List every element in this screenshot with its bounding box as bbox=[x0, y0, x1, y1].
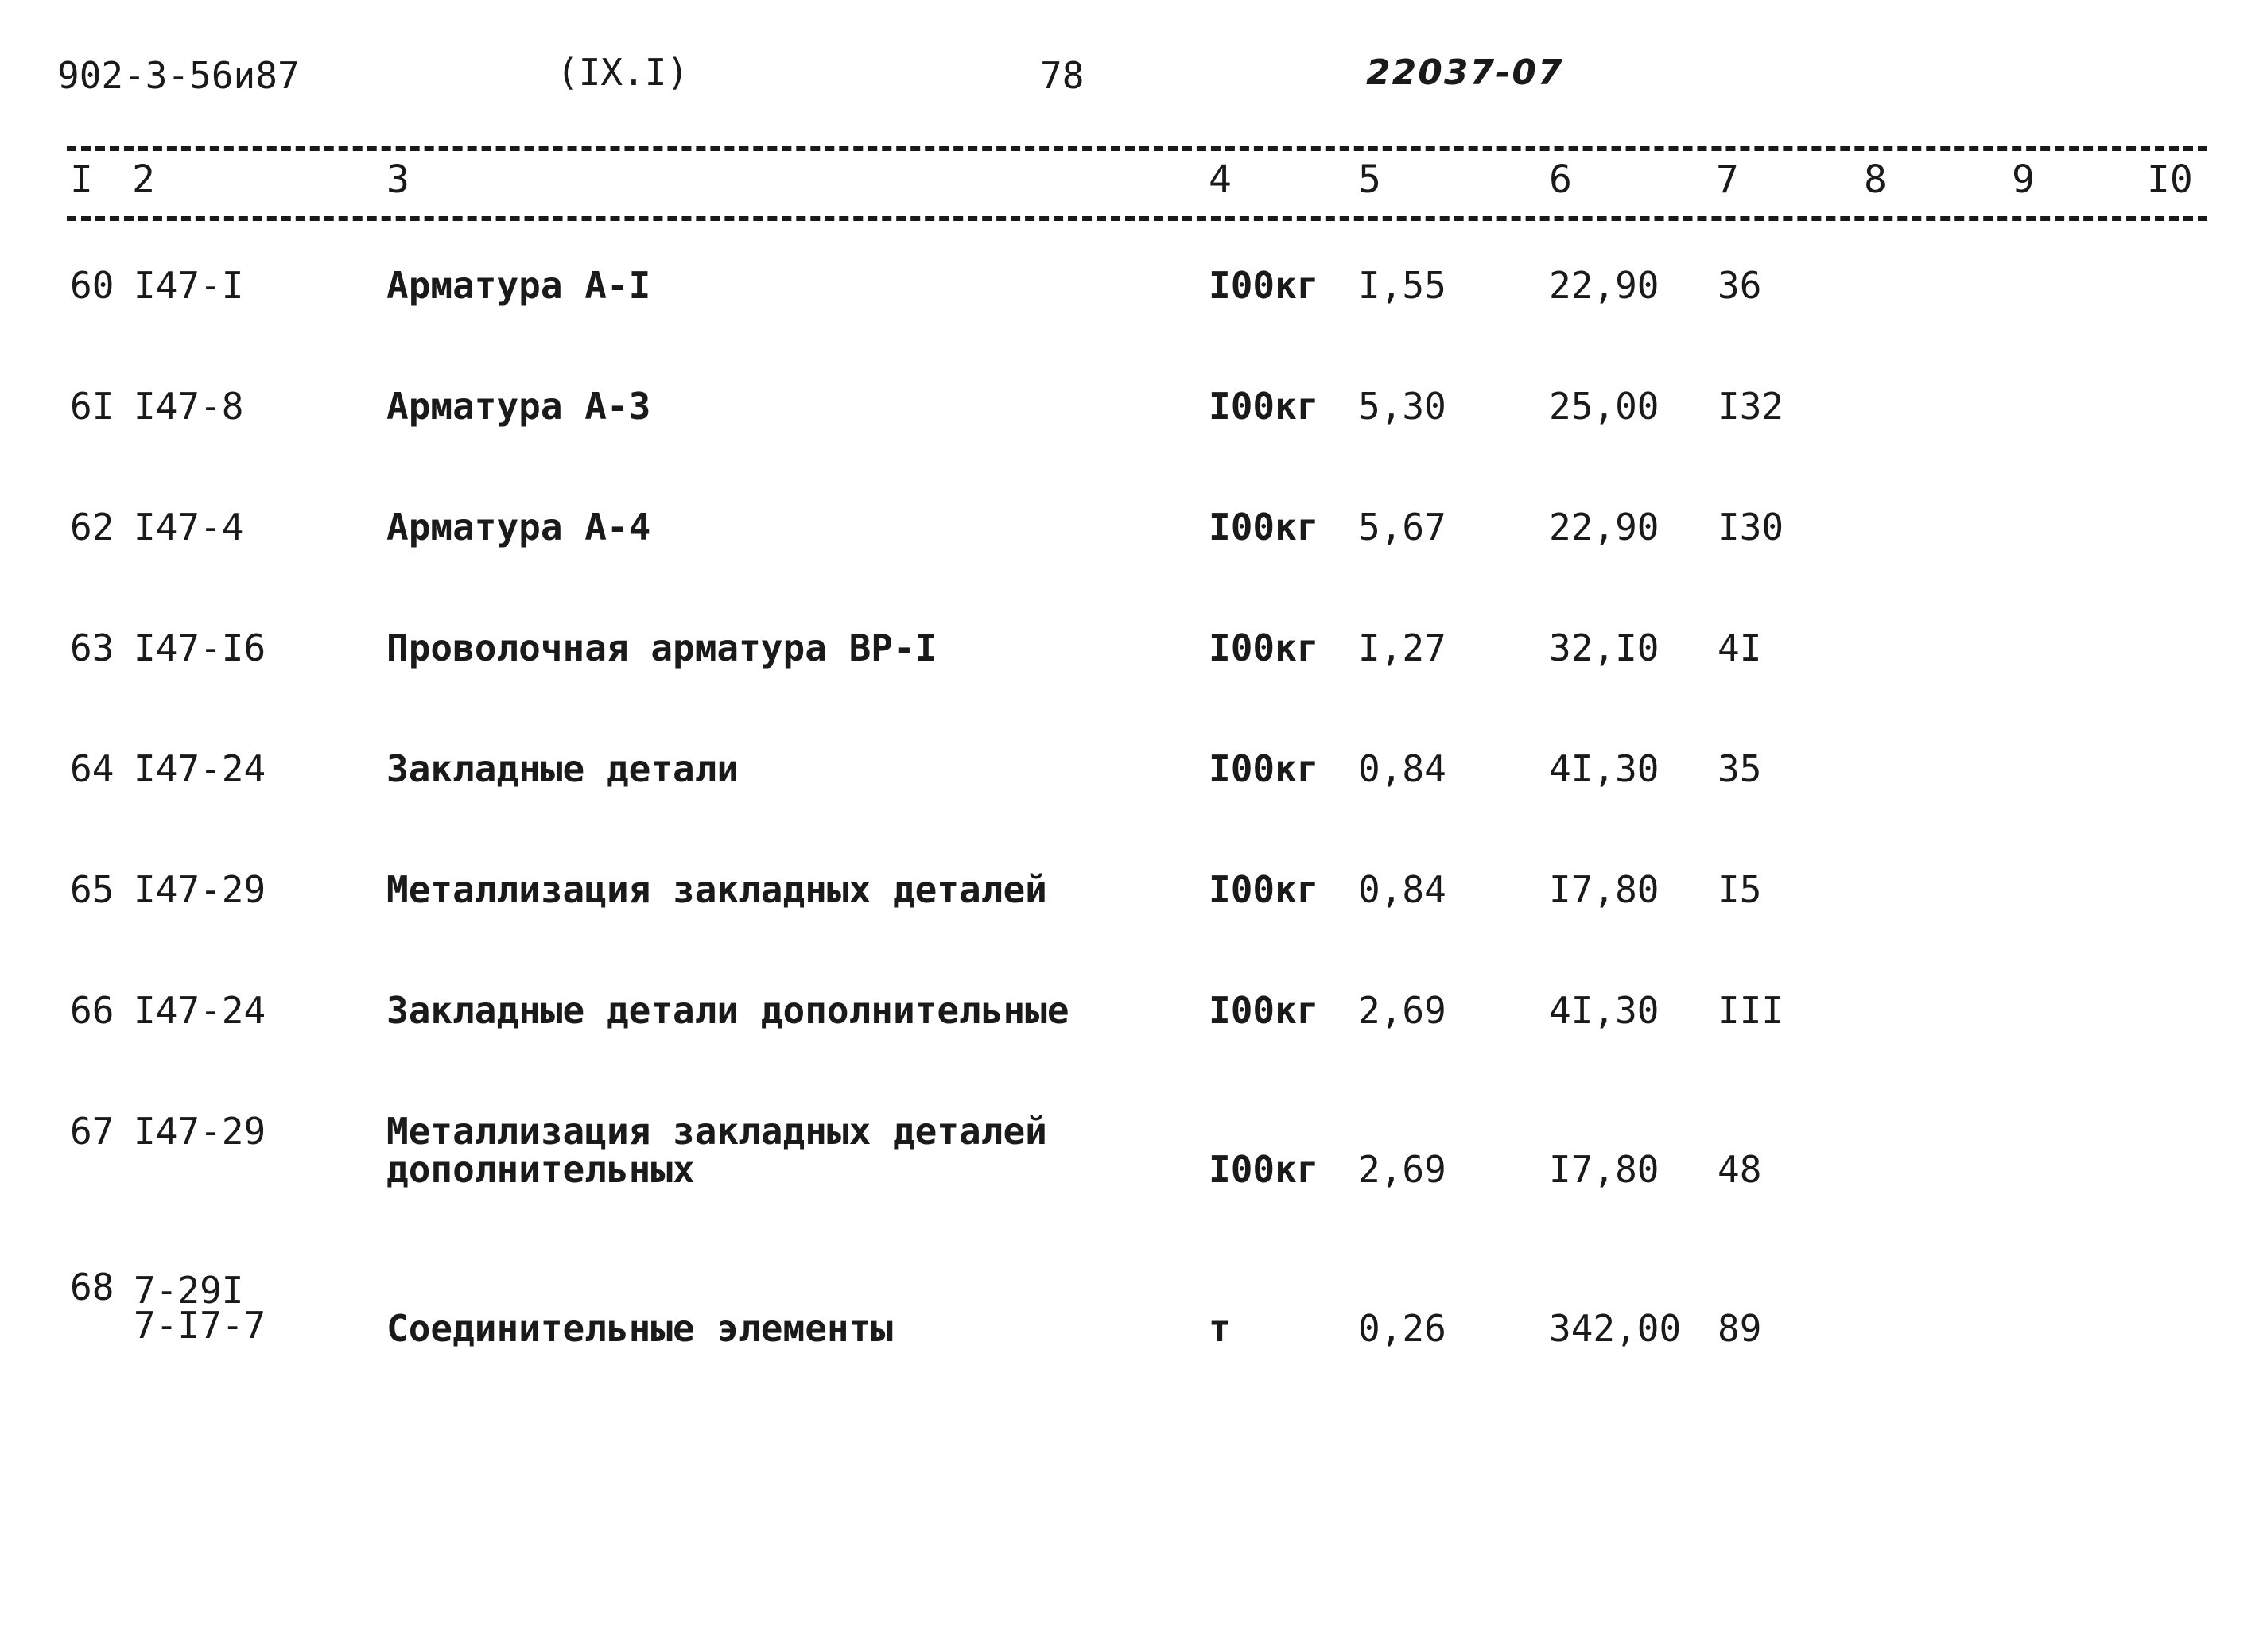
norm-code: I47-24 bbox=[134, 989, 266, 1032]
unit: I00кг bbox=[1209, 868, 1319, 911]
document-code: 902-3-56и87 bbox=[57, 54, 300, 97]
unit-price: 25,00 bbox=[1549, 385, 1659, 428]
unit: I00кг bbox=[1209, 1148, 1319, 1191]
norm-code-secondary: 7-I7-7 bbox=[134, 1304, 266, 1347]
item-name: Закладные детали дополнительные bbox=[386, 989, 1069, 1032]
table-header-dashed-rule bbox=[67, 216, 2207, 221]
total-cost: I30 bbox=[1718, 506, 1784, 549]
norm-code: 7-29I bbox=[134, 1269, 244, 1312]
unit-price: I7,80 bbox=[1549, 868, 1659, 911]
row-number: 63 bbox=[70, 626, 115, 669]
norm-code: I47-24 bbox=[134, 747, 266, 790]
row-number: 64 bbox=[70, 747, 115, 790]
unit-price: I7,80 bbox=[1549, 1148, 1659, 1191]
total-cost: 35 bbox=[1718, 747, 1762, 790]
norm-code: I47-I bbox=[134, 264, 244, 307]
unit: I00кг bbox=[1209, 747, 1319, 790]
quantity: I,27 bbox=[1358, 626, 1446, 669]
column-header-9: 9 bbox=[2012, 157, 2035, 202]
unit-price: 4I,30 bbox=[1549, 747, 1659, 790]
column-header-5: 5 bbox=[1358, 157, 1381, 202]
table-top-dashed-rule bbox=[67, 146, 2207, 151]
unit-price: 32,I0 bbox=[1549, 626, 1659, 669]
quantity: 2,69 bbox=[1358, 1148, 1446, 1191]
item-name: Арматура А-3 bbox=[386, 385, 651, 428]
quantity: 2,69 bbox=[1358, 989, 1446, 1032]
column-header-10: I0 bbox=[2147, 157, 2193, 202]
unit-price: 4I,30 bbox=[1549, 989, 1659, 1032]
total-cost: III bbox=[1718, 989, 1784, 1032]
row-number: 60 bbox=[70, 264, 115, 307]
total-cost: 48 bbox=[1718, 1148, 1762, 1191]
quantity: 0,84 bbox=[1358, 868, 1446, 911]
total-cost: 36 bbox=[1718, 264, 1762, 307]
norm-code: I47-29 bbox=[134, 868, 266, 911]
quantity: 5,67 bbox=[1358, 506, 1446, 549]
column-header-6: 6 bbox=[1549, 157, 1572, 202]
norm-code: I47-8 bbox=[134, 385, 244, 428]
item-name: Арматура А-I bbox=[386, 264, 651, 307]
column-header-1: I bbox=[70, 157, 93, 202]
total-cost: 89 bbox=[1718, 1307, 1762, 1350]
column-header-8: 8 bbox=[1864, 157, 1887, 202]
item-name-continuation: дополнительных bbox=[386, 1148, 695, 1191]
total-cost: 4I bbox=[1718, 626, 1762, 669]
column-header-4: 4 bbox=[1209, 157, 1232, 202]
norm-code: I47-4 bbox=[134, 506, 244, 549]
unit: I00кг bbox=[1209, 264, 1319, 307]
unit-price: 342,00 bbox=[1549, 1307, 1682, 1350]
row-number: 67 bbox=[70, 1110, 115, 1153]
item-name: Металлизация закладных деталей bbox=[386, 868, 1047, 911]
item-name: Металлизация закладных деталей bbox=[386, 1110, 1047, 1153]
norm-code: I47-I6 bbox=[134, 626, 266, 669]
column-header-2: 2 bbox=[132, 157, 155, 202]
total-cost: I32 bbox=[1718, 385, 1784, 428]
unit-price: 22,90 bbox=[1549, 506, 1659, 549]
section-label: (IX.I) bbox=[557, 51, 689, 94]
row-number: 62 bbox=[70, 506, 115, 549]
unit: I00кг bbox=[1209, 626, 1319, 669]
item-name: Проволочная арматура ВР-I bbox=[386, 626, 937, 669]
quantity: I,55 bbox=[1358, 264, 1446, 307]
page-number: 78 bbox=[1040, 54, 1085, 97]
item-name: Соединительные элементы bbox=[386, 1307, 893, 1350]
column-header-3: 3 bbox=[386, 157, 410, 202]
quantity: 0,26 bbox=[1358, 1307, 1446, 1350]
unit: I00кг bbox=[1209, 989, 1319, 1032]
quantity: 5,30 bbox=[1358, 385, 1446, 428]
archive-stamp-number: 22037-07 bbox=[1366, 52, 1564, 93]
unit: т bbox=[1209, 1307, 1231, 1350]
row-number: 65 bbox=[70, 868, 115, 911]
row-number: 66 bbox=[70, 989, 115, 1032]
item-name: Закладные детали bbox=[386, 747, 739, 790]
unit-price: 22,90 bbox=[1549, 264, 1659, 307]
unit: I00кг bbox=[1209, 506, 1319, 549]
norm-code: I47-29 bbox=[134, 1110, 266, 1153]
quantity: 0,84 bbox=[1358, 747, 1446, 790]
column-header-7: 7 bbox=[1716, 157, 1739, 202]
total-cost: I5 bbox=[1718, 868, 1762, 911]
item-name: Арматура А-4 bbox=[386, 506, 651, 549]
unit: I00кг bbox=[1209, 385, 1319, 428]
row-number: 6I bbox=[70, 385, 115, 428]
row-number: 68 bbox=[70, 1266, 115, 1309]
